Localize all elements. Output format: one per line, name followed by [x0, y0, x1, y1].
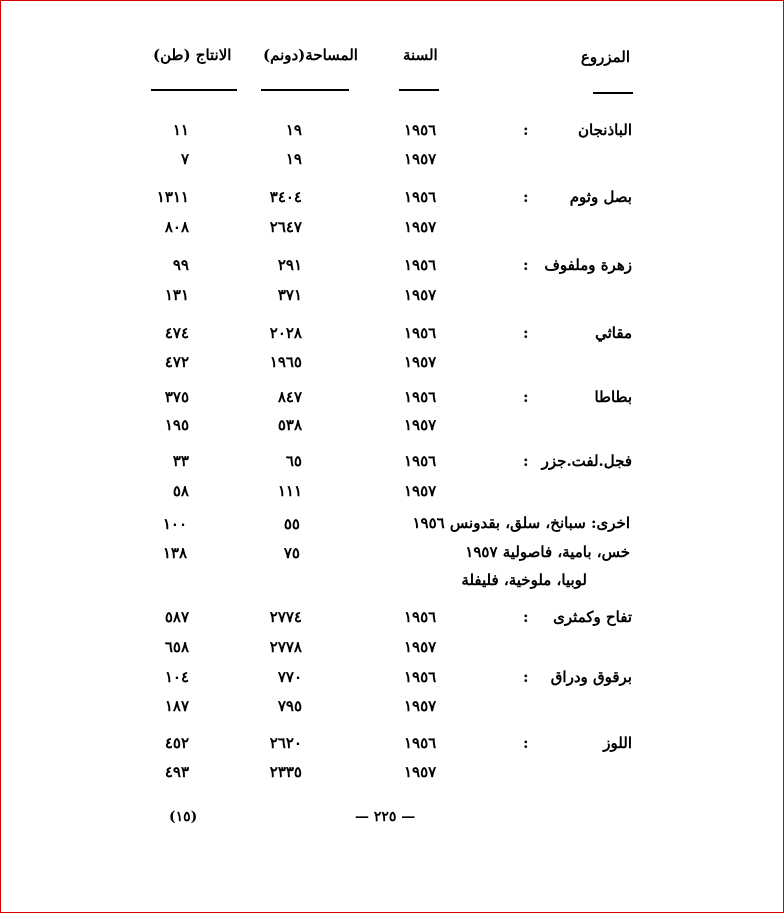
header-area: المساحة(دونم) [263, 46, 358, 64]
production-cell: ١٩٥ [164, 416, 189, 434]
area-cell: ٥٣٨ [277, 416, 302, 434]
year-cell: ١٩٥٧ [404, 697, 437, 715]
colon-cell: : [523, 734, 529, 752]
year-cell: ١٩٥٧ [404, 763, 437, 781]
production-cell: ٤٩٣ [164, 763, 189, 781]
year-cell: ١٩٥٧ [404, 482, 437, 500]
table-row [1, 121, 784, 147]
production-cell: ٥٨ [172, 482, 189, 500]
crop-cell: برقوق ودراق [550, 668, 632, 686]
year-cell: ١٩٥٦ [404, 608, 437, 626]
production-cell: ٥٨٧ [164, 608, 189, 626]
production-cell: ٧ [180, 150, 189, 168]
area-cell: ٢٦٤٧ [269, 218, 302, 236]
table-row [1, 416, 784, 442]
area-cell: ٧٧٠ [277, 668, 302, 686]
colon-cell: : [523, 668, 529, 686]
crop-cell: زهرة وملفوف [544, 256, 632, 274]
year-cell: ١٩٥٧ [404, 150, 437, 168]
year-cell: ١٩٥٦ [404, 188, 437, 206]
year-cell: ١٩٥٧ [404, 286, 437, 304]
year-cell: ١٩٥٦ [404, 388, 437, 406]
area-cell: ١٩٦٥ [269, 353, 302, 371]
page-number: — ٢٢٥ — [355, 809, 416, 825]
crop-cell: فجل.لفت.جزر [541, 452, 632, 470]
other-area-1957: ٧٥ [283, 544, 300, 562]
year-cell: ١٩٥٦ [404, 734, 437, 752]
table-row [1, 734, 784, 760]
table-row [1, 324, 784, 350]
area-cell: ٧٩٥ [277, 697, 302, 715]
production-cell: ٤٥٢ [164, 734, 189, 752]
header-rule-crop [593, 92, 633, 94]
area-cell: ٢٣٣٥ [269, 763, 302, 781]
crop-cell: بصل وثوم [569, 188, 632, 206]
colon-cell: : [523, 256, 529, 274]
colon-cell: : [523, 452, 529, 470]
table-row [1, 482, 784, 508]
area-cell: ٢٧٧٨ [269, 638, 302, 656]
header-rule-year [399, 89, 439, 91]
production-cell: ١٨٧ [164, 697, 189, 715]
area-cell: ٨٤٧ [277, 388, 302, 406]
year-cell: ١٩٥٧ [404, 638, 437, 656]
production-cell: ٣٣ [172, 452, 189, 470]
other-production-1957: ١٣٨ [162, 544, 187, 562]
table-row [1, 150, 784, 176]
production-cell: ٤٧٤ [164, 324, 189, 342]
area-cell: ٣٧١ [277, 286, 302, 304]
year-cell: ١٩٥٦ [404, 668, 437, 686]
header-production: الانتاج (طن) [153, 46, 232, 64]
crop-cell: اللوز [603, 734, 632, 752]
table-row [1, 608, 784, 634]
crop-cell: تفاح وكمثرى [553, 608, 632, 626]
year-cell: ١٩٥٧ [404, 218, 437, 236]
production-cell: ٤٧٢ [164, 353, 189, 371]
table-row [1, 188, 784, 214]
table-row [1, 256, 784, 282]
table-row [1, 353, 784, 379]
production-cell: ٨٠٨ [164, 218, 189, 236]
area-cell: ٣٤٠٤ [269, 188, 302, 206]
colon-cell: : [523, 188, 529, 206]
table-row [1, 452, 784, 478]
colon-cell: : [523, 121, 529, 139]
table-row [1, 697, 784, 723]
area-cell: ٢٧٧٤ [269, 608, 302, 626]
production-cell: ١٣١١ [156, 188, 189, 206]
header-rule-area [261, 89, 349, 91]
other-area-1956: ٥٥ [283, 515, 300, 533]
year-cell: ١٩٥٧ [404, 353, 437, 371]
year-cell: ١٩٥٦ [404, 121, 437, 139]
year-cell: ١٩٥٦ [404, 452, 437, 470]
header-rule-production [151, 89, 237, 91]
area-cell: ١١١ [277, 482, 302, 500]
section-number: (١٥) [169, 809, 198, 825]
production-cell: ٩٩ [172, 256, 189, 274]
crop-cell: مقاثي [595, 324, 632, 342]
table-row [1, 638, 784, 664]
colon-cell: : [523, 324, 529, 342]
other-crops-line-1: اخرى: سبانخ، سلق، بقدونس ١٩٥٦ [412, 514, 630, 532]
year-cell: ١٩٥٦ [404, 324, 437, 342]
header-year: السنة [403, 46, 438, 64]
colon-cell: : [523, 388, 529, 406]
other-crops-line-2: خس، بامية، فاصولية ١٩٥٧ [465, 543, 630, 561]
production-cell: ٣٧٥ [164, 388, 189, 406]
table-row [1, 668, 784, 694]
production-cell: ١٣١ [164, 286, 189, 304]
header-crop: المزروع [580, 48, 630, 66]
year-cell: ١٩٥٧ [404, 416, 437, 434]
production-cell: ١١ [172, 121, 189, 139]
area-cell: ٢٩١ [277, 256, 302, 274]
table-row [1, 286, 784, 312]
area-cell: ٦٥ [285, 452, 302, 470]
crop-cell: الباذنجان [578, 121, 632, 139]
other-crops-line-3: لوبيا، ملوخية، فليفلة [461, 571, 587, 589]
area-cell: ٢٦٢٠ [269, 734, 302, 752]
production-cell: ٦٥٨ [164, 638, 189, 656]
area-cell: ١٩ [285, 150, 302, 168]
crop-cell: بطاطا [594, 388, 632, 406]
colon-cell: : [523, 608, 529, 626]
table-row [1, 763, 784, 789]
area-cell: ١٩ [285, 121, 302, 139]
table-row [1, 388, 784, 414]
area-cell: ٢٠٢٨ [269, 324, 302, 342]
year-cell: ١٩٥٦ [404, 256, 437, 274]
production-cell: ١٠٤ [164, 668, 189, 686]
table-row [1, 218, 784, 244]
other-production-1956: ١٠٠ [162, 515, 187, 533]
